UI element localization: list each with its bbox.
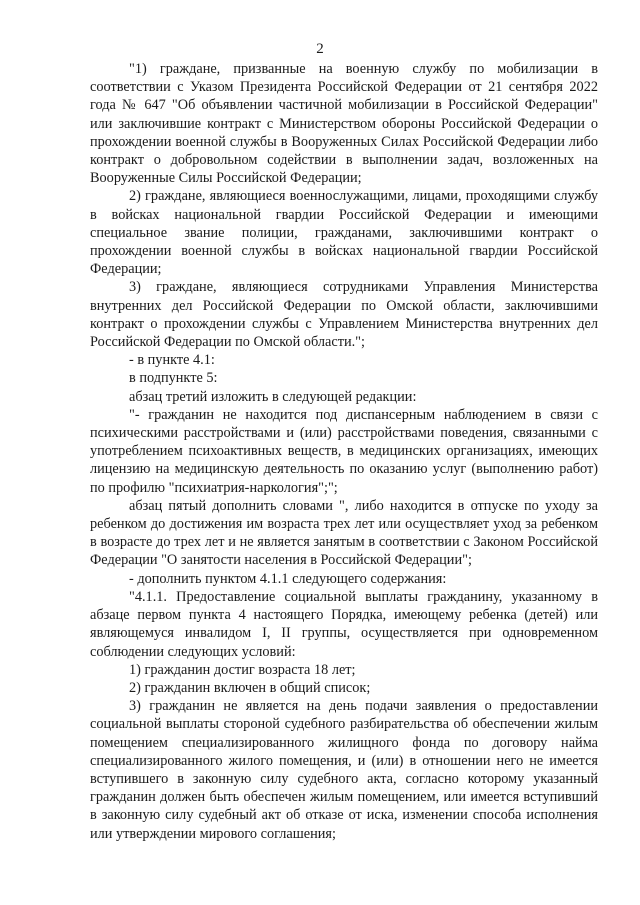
- document-body: [90, 60, 598, 843]
- paragraph-abzac-fifth: абзац пятый дополнить словами ", либо находится в отпуске по уходу за ребенком до достижения им возраста трех лет или осуществляет уход за ребенком в возрасте до трех лет и не является занятым в соответствии с Законом Российской Федерации "О занятости населения в Российской Федерации";: [90, 497, 598, 569]
- paragraph-condition-2: 2) гражданин включен в общий список;: [129, 679, 371, 696]
- paragraph-point-4-1: - в пункте 4.1:: [129, 352, 215, 369]
- paragraph-abzac-third-text: "- гражданин не находится под диспансерным наблюдением в связи с психическими расстройствами и (или) расстройствами поведения, связанными с употреблением психоактивных веществ, в медицинских организациях, имеющих лицензию на медицинскую деятельность по оказанию услуг (выполнению работ) по профилю "психиатрия-наркология";";: [90, 406, 598, 496]
- paragraph-item-1: "1) граждане, призванные на военную службу по мобилизации в соответствии с Указом Президента Российской Федерации от 21 сентября 2022 года № 647 "Об объявлении частичной мобилизации в Российской Федерации" или заключившие контракт с Министерством обороны Российской Федерации о прохождении военной службы в Вооруженных Силах Российской Федерации либо контракт о добровольном содействии в выполнении задач, возложенных на Вооруженные Силы Российской Федерации;: [90, 61, 598, 187]
- paragraph-item-2: 2) граждане, являющиеся военнослужащими, лицами, проходящими службу в войсках национальной гвардии Российской Федерации и имеющими специальное звание полиции, гражданами, заключившими контракт о прохождении военной службы в войсках национальной гвардии Российской Федерации;: [90, 188, 598, 278]
- paragraph-subpoint-5: в подпункте 5:: [129, 370, 218, 387]
- page-number: 2: [316, 41, 324, 57]
- paragraph-item-3: 3) граждане, являющиеся сотрудниками Управления Министерства внутренних дел Российской Федерации по Омской области, заключившими контракт о прохождении службы с Управлением Министерства внутренних дел Российской Федерации по Омской области.";: [90, 279, 598, 351]
- paragraph-add-4-1-1: - дополнить пунктом 4.1.1 следующего содержания:: [129, 570, 447, 587]
- paragraph-condition-3: 3) гражданин не является на день подачи заявления о предоставлении социальной выплаты стороной судебного разбирательства об обеспечении жилым помещением специализированного жилищного фонда по договору найма специализированного жилого помещения, и (или) в отношении него не имеется вступившего в законную силу судебного акта, согласно которому указанный гражданин должен быть обеспечен жилым помещением, или имеется вступивший в законную силу судебный акт об отказе от иска, изменении способа исполнения или утверждении мирового соглашения;: [90, 698, 598, 842]
- paragraph-4-1-1-text: "4.1.1. Предоставление социальной выплаты гражданину, указанному в абзаце первом пункта 4 настоящего Порядка, имеющему ребенка (детей) или являющемуся инвалидом I, II группы, осуществляется при одновременном соблюдении следующих условий:: [90, 588, 598, 660]
- paragraph-condition-1: 1) гражданин достиг возраста 18 лет;: [129, 661, 356, 678]
- paragraph-abzac-third-intro: абзац третий изложить в следующей редакции:: [129, 388, 417, 405]
